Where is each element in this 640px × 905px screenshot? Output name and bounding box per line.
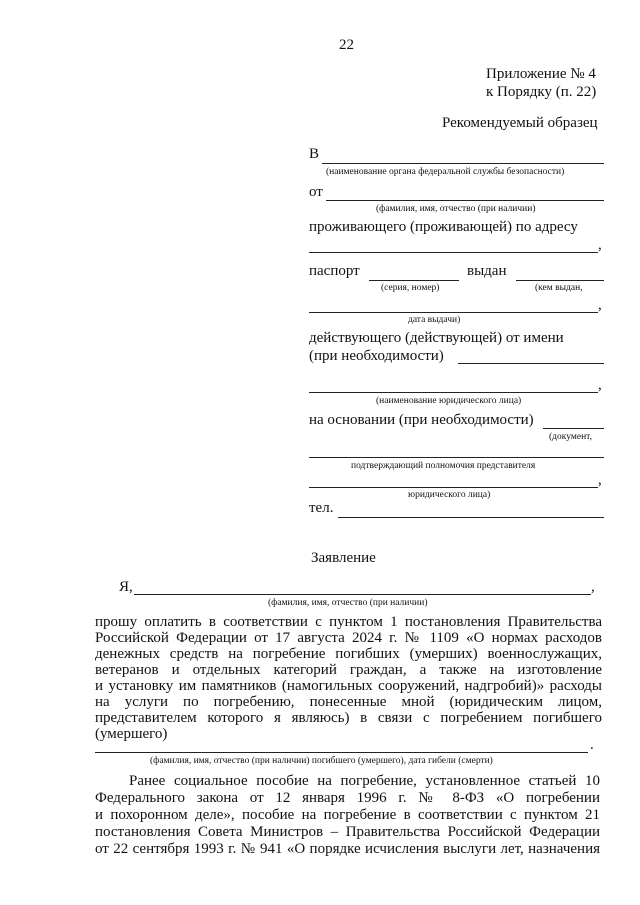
from-name-line: [326, 200, 604, 201]
i-prefix: Я,: [119, 579, 133, 595]
residing-label: проживающего (проживающей) по адресу: [309, 219, 578, 235]
legal-entity-comma-2: ,: [598, 472, 602, 488]
document-caption: (документ,: [549, 432, 592, 442]
passport-number-line: [369, 280, 459, 281]
p2-line-4: постановления Совета Министров – Правительства Российской Федерации: [95, 824, 600, 840]
deceased-line: [95, 752, 588, 753]
applicant-name-line: [134, 594, 591, 595]
to-organ-line: [322, 163, 604, 164]
legal-entity-line-2: [309, 487, 598, 488]
p2-line-2: Федерального закона от 12 января 1996 г. № 8-ФЗ «О погребении: [95, 790, 600, 806]
p2-line-1: Ранее социальное пособие на погребение, установленное статьей 10: [129, 773, 600, 789]
acting-label-2: (при необходимости): [309, 348, 444, 364]
acting-line: [458, 363, 604, 364]
p1-line-7: представителем которого я являюсь) в связи с погребением погибшего: [95, 710, 602, 726]
applicant-caption: (фамилия, имя, отчество (при наличии): [268, 598, 428, 608]
basis-line: [543, 428, 604, 429]
statement-title: Заявление: [311, 550, 376, 566]
p1-line-2: Российской Федерации от 17 августа 2024 г. № 1109 «О нормах расходов: [95, 630, 602, 646]
from-prefix: от: [309, 184, 323, 200]
recommended-sample: Рекомендуемый образец: [442, 115, 598, 131]
appendix-number: Приложение № 4: [486, 66, 596, 82]
p1-line-5: и установку им памятников (намогильных сооружений, надгробий)» расходы: [95, 678, 602, 694]
p1-line-3: денежных средств на погребение погибших (умерших) военнослужащих,: [95, 646, 602, 662]
legal-entity-caption: (наименование юридического лица): [376, 396, 522, 406]
appendix-reference: к Порядку (п. 22): [486, 84, 597, 100]
p1-line-1: прошу оплатить в соответствии с пунктом 1 постановления Правительства: [95, 614, 602, 630]
issued-by-line: [516, 280, 604, 281]
basis-label: на основании (при необходимости): [309, 412, 534, 428]
deceased-period: .: [590, 737, 594, 753]
p1-line-6: на услуги по погребению, понесенные мной (юридическим лицом,: [95, 694, 602, 710]
phone-label: тел.: [309, 500, 334, 516]
issue-date-comma: ,: [598, 297, 602, 313]
p1-line-8: (умершего): [95, 726, 168, 742]
address-comma: ,: [598, 237, 602, 253]
from-name-caption: (фамилия, имя, отчество (при наличии): [376, 204, 536, 214]
to-prefix: В: [309, 146, 320, 162]
acting-label-1: действующего (действующей) от имени: [309, 330, 564, 346]
applicant-comma: ,: [591, 579, 595, 595]
authority-caption: подтверждающий полномочия представителя: [351, 461, 536, 471]
p2-line-5: от 22 сентября 1993 г. № 941 «О порядке исчисления выслуги лет, назначения: [95, 841, 600, 857]
authority-line: [309, 457, 604, 458]
page-number: 22: [339, 37, 354, 53]
to-organ-caption: (наименование органа федеральной службы безопасности): [326, 167, 565, 177]
deceased-caption: (фамилия, имя, отчество (при наличии) погибшего (умершего), дата гибели (смерти): [150, 756, 493, 766]
series-caption: (серия, номер): [381, 283, 440, 293]
legal-entity-comma: ,: [598, 377, 602, 393]
phone-line: [338, 517, 604, 518]
address-line: [309, 252, 598, 253]
issuer-caption: (кем выдан,: [535, 283, 583, 293]
passport-label: паспорт: [309, 263, 360, 279]
legal-entity-caption-2: юридического лица): [408, 490, 491, 500]
issued-label: выдан: [467, 263, 507, 279]
p1-line-4: ветеранов и отдельных категорий граждан, а также на изготовление: [95, 662, 602, 678]
issue-date-caption: дата выдачи): [408, 315, 461, 325]
legal-entity-line: [309, 392, 598, 393]
issue-date-line: [309, 312, 598, 313]
p2-line-3: и похоронном деле», пособие на погребение в соответствии с пунктом 21: [95, 807, 600, 823]
